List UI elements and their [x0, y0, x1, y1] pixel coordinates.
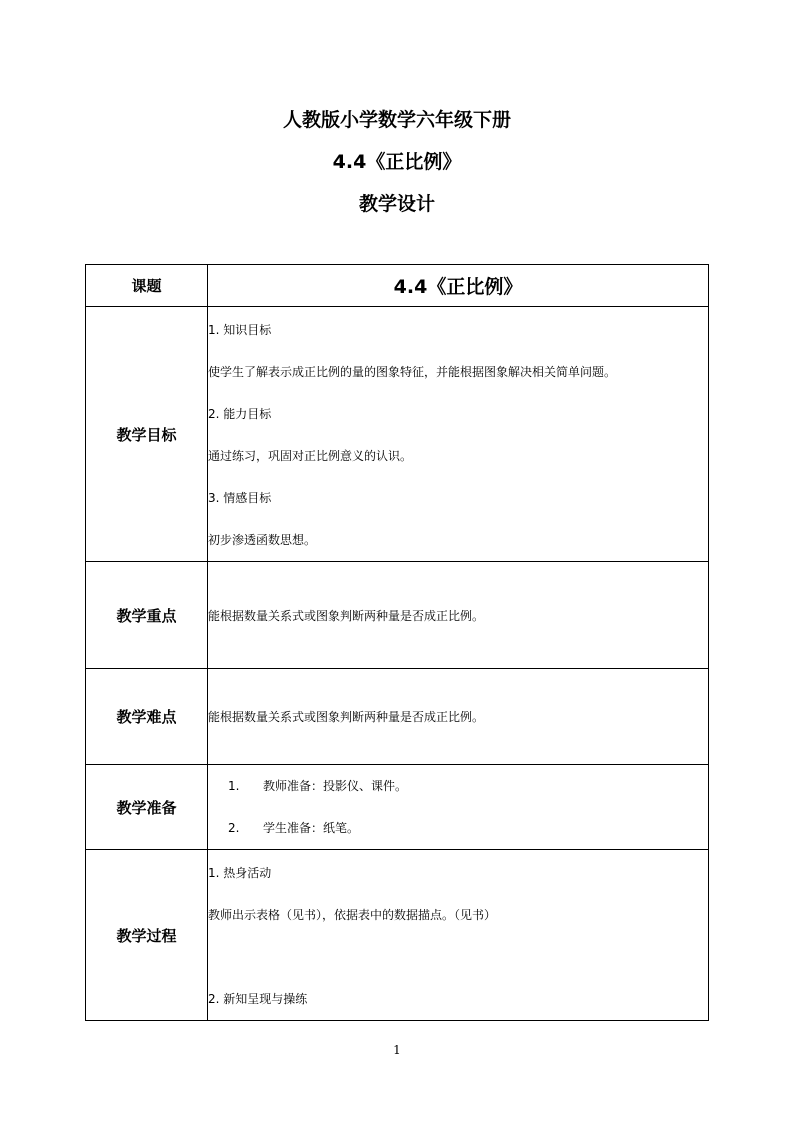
objective-line: 2. 能力目标 [208, 407, 272, 421]
topic-row [86, 265, 709, 307]
preparation-label: 教学准备 [86, 765, 208, 850]
preparation-content [208, 765, 709, 850]
preparation-item-number: 1. [228, 779, 240, 793]
objective-line: 初步渗透函数思想。 [208, 533, 317, 547]
objective-line: 3. 情感目标 [208, 491, 272, 505]
objective-line: 使学生了解表示成正比例的量的图象特征，并能根据图象解决相关简单问题。 [208, 365, 617, 379]
document-title: 人教版小学数学六年级下册 [282, 109, 511, 131]
process-label: 教学过程 [86, 850, 208, 1021]
lesson-title: 4.4《正比例》 [332, 151, 462, 173]
document-subtitle: 教学设计 [358, 193, 435, 215]
objectives-row [86, 307, 709, 562]
difficulties-text: 能根据数量关系式或图象判断两种量是否成正比例。 [208, 669, 709, 765]
preparation-row [86, 765, 709, 850]
preparation-item-text: 学生准备：纸笔。 [263, 821, 360, 835]
process-spacer [208, 936, 708, 978]
objectives-label: 教学目标 [86, 307, 208, 562]
process-line: 1. 热身活动 [208, 866, 272, 880]
lesson-plan-table [85, 264, 709, 1021]
preparation-item-number: 2. [228, 821, 240, 835]
preparation-item [208, 765, 708, 807]
objective-line: 1. 知识目标 [208, 323, 272, 337]
key-points-label: 教学重点 [86, 562, 208, 669]
preparation-item-text: 教师准备：投影仪、课件。 [263, 779, 408, 793]
key-points-text: 能根据数量关系式或图象判断两种量是否成正比例。 [208, 562, 709, 669]
topic-value: 4.4《正比例》 [208, 265, 709, 307]
process-content [208, 850, 709, 1021]
difficulties-row [86, 669, 709, 765]
topic-label: 课题 [86, 265, 208, 307]
page-number: 1 [393, 1043, 401, 1057]
preparation-item [208, 807, 708, 849]
process-line: 2. 新知呈现与操练 [208, 992, 308, 1006]
process-line: 教师出示表格（见书），依据表中的数据描点。（见书） [208, 908, 497, 922]
difficulties-label: 教学难点 [86, 669, 208, 765]
key-points-row [86, 562, 709, 669]
objective-line: 通过练习，巩固对正比例意义的认识。 [208, 449, 413, 463]
process-row [86, 850, 709, 1021]
objectives-content [208, 307, 709, 562]
